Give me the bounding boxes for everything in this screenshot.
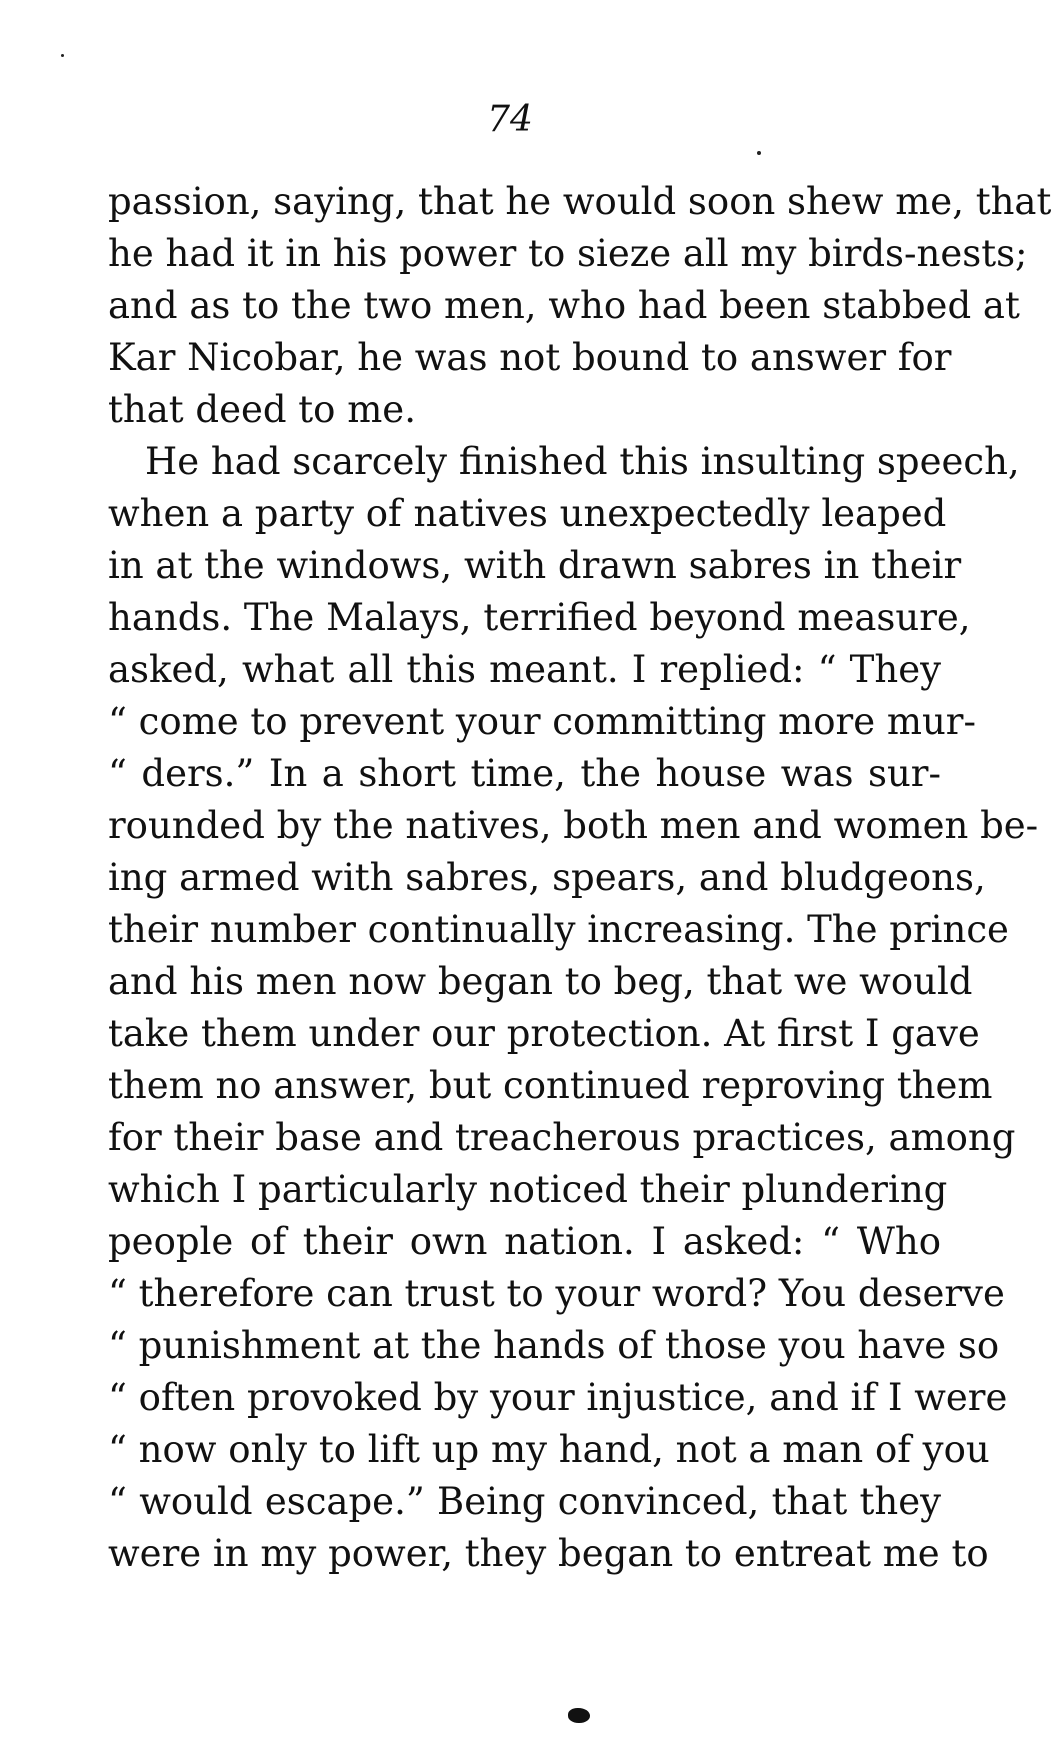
text-line: “ now only to lift up my hand, not a man of you	[108, 1428, 990, 1471]
text-line: them no answer, but continued reproving them	[108, 1064, 993, 1107]
text-line: Kar Nicobar, he was not bound to answer for	[108, 336, 952, 379]
text-line: and as to the two men, who had been stabbed at	[108, 284, 1020, 327]
text-line: hands. The Malays, terrified beyond measure,	[108, 596, 971, 639]
page-number: 74	[487, 99, 533, 140]
signature-mark	[568, 1708, 590, 1723]
text-line: he had it in his power to sieze all my birds-nests;	[108, 232, 1028, 275]
text-line: people of their own nation. I asked: “ Who	[108, 1220, 941, 1263]
text-line: “ therefore can trust to your word? You deserve	[108, 1272, 1005, 1315]
text-line: “ come to prevent your committing more mur-	[108, 700, 976, 743]
text-line: their number continually increasing. The prince	[108, 908, 1009, 951]
text-line: “ would escape.” Being convinced, that they	[108, 1480, 941, 1523]
text-line: which I particularly noticed their plundering	[108, 1168, 948, 1211]
ink-speck	[61, 54, 64, 57]
text-line: when a party of natives unexpectedly leaped	[108, 492, 947, 535]
text-line: take them under our protection. At first I gave	[108, 1012, 980, 1055]
text-line: and his men now began to beg, that we would	[108, 960, 973, 1003]
text-line: passion, saying, that he would soon shew me, that	[108, 180, 1051, 223]
text-line: rounded by the natives, both men and women be-	[108, 804, 1039, 847]
text-line: in at the windows, with drawn sabres in their	[108, 544, 962, 587]
text-line: that deed to me.	[108, 388, 416, 431]
paragraph	[108, 436, 1039, 1580]
text-line: He had scarcely finished this insulting speech,	[145, 440, 1020, 483]
text-line: were in my power, they began to entreat me to	[108, 1532, 989, 1575]
text-line: “ punishment at the hands of those you have so	[108, 1324, 1000, 1367]
body-text	[108, 176, 1051, 1580]
paragraph	[108, 176, 1051, 436]
text-line: “ ders.” In a short time, the house was sur-	[108, 752, 941, 795]
text-line: ing armed with sabres, spears, and bludgeons,	[108, 856, 986, 899]
ink-speck	[757, 151, 761, 155]
text-line: for their base and treacherous practices, among	[108, 1116, 1016, 1159]
text-line: “ often provoked by your injustice, and if I were	[108, 1376, 1008, 1419]
text-line: asked, what all this meant. I replied: “ They	[108, 648, 941, 691]
